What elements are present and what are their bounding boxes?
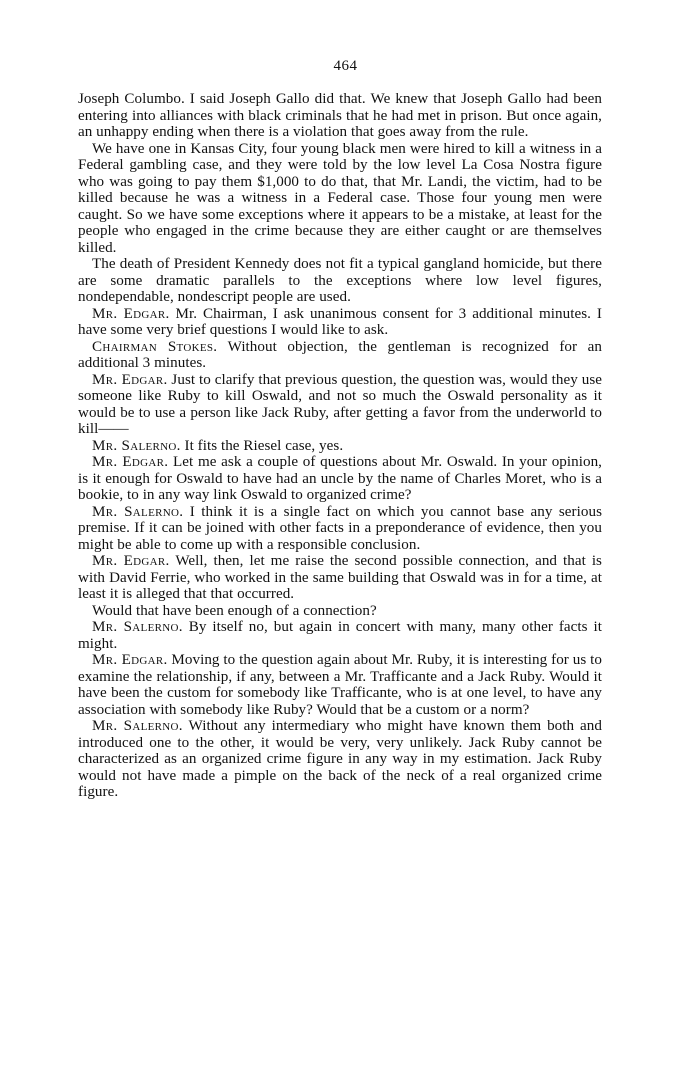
paragraph-text: I think it is a single fact on which you cannot base any serious premise. If it can be joined with other facts in a preponderance of evidence, then you might be able to come up with a responsible conclusion. bbox=[78, 503, 602, 553]
page-number: 464 bbox=[333, 58, 358, 74]
speaker-name: Mr. Edgar. bbox=[92, 305, 170, 322]
transcript-body bbox=[78, 91, 602, 801]
speaker-name: Mr. Salerno. bbox=[92, 437, 181, 454]
transcript-paragraph bbox=[78, 91, 602, 141]
speaker-name: Mr. Edgar. bbox=[92, 454, 169, 470]
paragraph-text: It fits the Riesel case, yes. bbox=[184, 437, 344, 454]
paragraph-text: Joseph Columbo. I said Joseph Gallo did that. We knew that Joseph Gallo had been entering into alliances with black criminals that he had met in prison. But once again, an unhappy ending when there is a violation that goes away from the rule. bbox=[78, 91, 602, 140]
paragraph-text: Moving to the question again about Mr. Ruby, it is interesting for us to examine the relationship, if any, between a Mr. Trafficante and a Jack Ruby. Would it have been the custom for somebody like Trafficante, who is at one level, to have any association with somebody like Ruby? Would that be a custom or a norm? bbox=[78, 652, 603, 718]
transcript-paragraph bbox=[78, 454, 602, 504]
transcript-paragraph bbox=[78, 256, 602, 306]
speaker-name: Mr. Salerno. bbox=[92, 718, 183, 734]
paragraph-text: Mr. Chairman, I ask unanimous consent for 3 additional minutes. I have some very brief questions I would like to ask. bbox=[78, 305, 603, 338]
speaker-name: Mr. Salerno. bbox=[92, 619, 183, 635]
paragraph-text: By itself no, but again in concert with many, many other facts it might. bbox=[78, 619, 602, 652]
transcript-paragraph bbox=[78, 619, 602, 652]
transcript-paragraph bbox=[78, 339, 602, 372]
paragraph-text: Let me ask a couple of questions about Mr. Oswald. In your opinion, is it enough for Oswald to have had an uncle by the name of Charles Moret, who is a bookie, to in any way link Oswald to organized crime? bbox=[78, 454, 603, 503]
speaker-name: Mr. Edgar. bbox=[92, 652, 168, 668]
transcript-paragraph bbox=[78, 372, 602, 438]
transcript-paragraph bbox=[78, 603, 602, 620]
transcript-paragraph bbox=[78, 438, 602, 455]
speaker-name: Mr. Edgar. bbox=[92, 553, 170, 569]
speaker-name: Chairman Stokes. bbox=[92, 338, 218, 355]
transcript-paragraph bbox=[78, 141, 602, 257]
paragraph-text: Without objection, the gentleman is recognized for an additional 3 minutes. bbox=[78, 338, 602, 371]
transcript-paragraph bbox=[78, 306, 602, 339]
transcript-paragraph bbox=[78, 504, 602, 554]
speaker-name: Mr. Salerno. bbox=[92, 503, 184, 520]
paragraph-text: We have one in Kansas City, four young black men were hired to kill a witness in a Federal gambling case, and they were told by the low level La Cosa Nostra figure who was going to pay them $1,000 to do that, that Mr. Landi, the victim, had to be killed because he was a witness in a Federal case. Those four young men were caught. So we have some exceptions where it appears to be a mistake, at least for the people who engaged in the crime because they are either caught or are themselves killed. bbox=[78, 140, 602, 256]
paragraph-text: Would that have been enough of a connection? bbox=[92, 602, 377, 619]
transcript-paragraph bbox=[78, 718, 602, 801]
paragraph-text: The death of President Kennedy does not fit a typical gangland homicide, but there are some dramatic parallels to the exceptions where low level figures, nondependable, nondescript people are used. bbox=[78, 256, 602, 305]
transcript-paragraph bbox=[78, 553, 602, 603]
paragraph-text: Without any intermediary who might have known them both and introduced one to the other, it would be very, very unlikely. Jack Ruby cannot be characterized as an organized crime figure in any way in my estimation. Jack Ruby would not have made a pimple on the back of the neck of a real organized crime figure. bbox=[78, 718, 602, 800]
paragraph-text: Just to clarify that previous question, the question was, would they use someone like Ruby to kill Oswald, and not so much the Oswald personality as it would be to use a person like Jack Ruby, after getting a favor from the underworld to kill—— bbox=[78, 371, 603, 437]
paragraph-text: Well, then, let me raise the second possible connection, and that is with David Ferrie, who worked in the same building that Oswald was in for a time, at least it is alleged that that occurred. bbox=[78, 553, 602, 602]
speaker-name: Mr. Edgar. bbox=[92, 371, 168, 388]
transcript-paragraph bbox=[78, 652, 602, 718]
